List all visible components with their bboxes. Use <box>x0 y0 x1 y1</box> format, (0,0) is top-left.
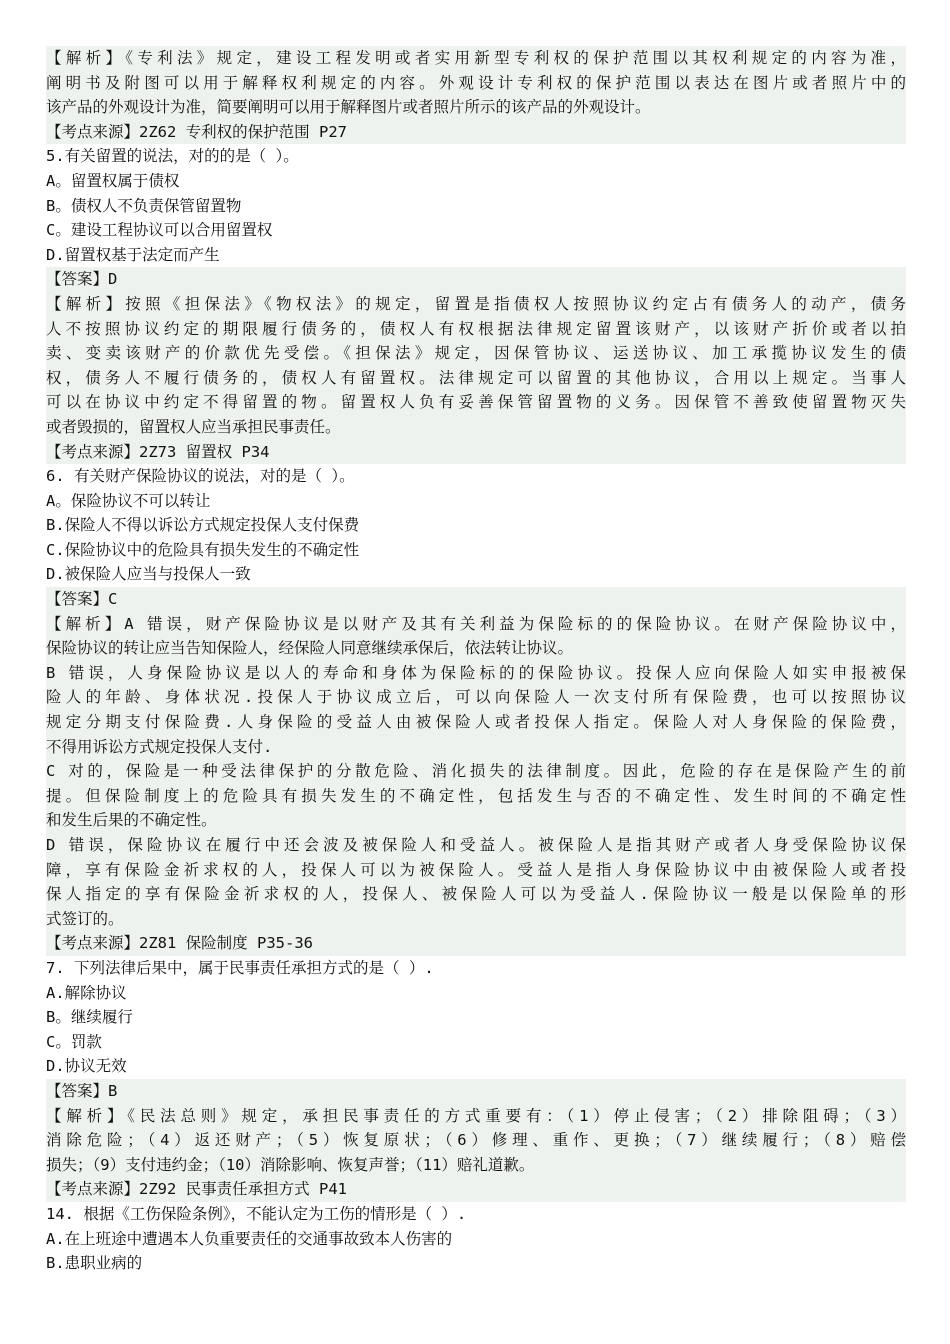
text-line: A。留置权属于债权 <box>46 171 180 190</box>
text-line: 和发生后果的不确定性。 <box>46 808 906 833</box>
text-line: 或者毁损的，留置权人应当承担民事责任。 <box>46 415 906 440</box>
text-line: 【答案】D <box>46 267 906 292</box>
text-line: 【考点来源】2Z62 专利权的保护范围 P27 <box>46 120 906 145</box>
text-line: 式签订的。 <box>46 907 906 932</box>
text-line: B。继续履行 <box>46 1008 133 1027</box>
text-line: 【考点来源】2Z81 保险制度 P35-36 <box>46 931 906 956</box>
text-line: 【答案】C <box>46 587 906 612</box>
text-line: 损失；（9）支付违约金；（10）消除影响、恢复声誉；（11）赔礼道歉。 <box>46 1153 906 1178</box>
text-line: D.被保险人应当与投保人一致 <box>46 565 251 584</box>
text-line: 【解析】按照《担保法》《物权法》的规定，留置是指债权人按照协议约定占有债务人的动产，债务 <box>46 292 906 317</box>
text-line: 卖、变卖该财产的价款优先受偿。《担保法》规定，因保管协议、运送协议、加工承揽协议发生的债 <box>46 341 906 366</box>
text-line: 阐明书及附图可以用于解释权利规定的内容。外观设计专利权的保护范围以表达在图片或者照片中的 <box>46 71 906 96</box>
text-line: 消除危险；（4）返还财产；（5）恢复原状；（6）修理、重作、更换；（7）继续履行；（8）赔偿 <box>46 1128 906 1153</box>
text-line: A.解除协议 <box>46 983 127 1002</box>
text-line: B.保险人不得以诉讼方式规定投保人支付保费 <box>46 516 360 535</box>
text-line: 保人指定的享有保险金祈求权的人，投保人、被保险人可以为受益人.保险协议一般是以保险单的形 <box>46 882 906 907</box>
text-line: D 错误，保险协议在履行中还会波及被保险人和受益人。被保险人是指其财产或者人身受保险协议保 <box>46 833 906 858</box>
text-line: 5.有关留置的说法，对的的是（ ）。 <box>46 147 299 166</box>
text-line: 【解析】《专利法》规定，建设工程发明或者实用新型专利权的保护范围以其权利规定的内容为准， <box>46 46 906 71</box>
text-line: B 错误，人身保险协议是以人的寿命和身体为保险标的的保险协议。投保人应向保险人如实申报被保 <box>46 661 906 686</box>
text-line: B。债权人不负责保管留置物 <box>46 196 242 215</box>
text-line: 规定分期支付保险费.人身保险的受益人由被保险人或者投保人指定。保险人对人身保险的保险费， <box>46 710 906 735</box>
text-line: A.在上班途中遭遇本人负重要责任的交通事故致本人伤害的 <box>46 1229 453 1248</box>
text-line: 提。但保险制度上的危险具有损失发生的不确定性，包括发生与否的不确定性、发生时间的不确定性 <box>46 784 906 809</box>
text-line: 14. 根据《工伤保险条例》，不能认定为工伤的情形是（ ）. <box>46 1204 467 1223</box>
text-line: D.协议无效 <box>46 1057 127 1076</box>
text-line: C。罚款 <box>46 1032 102 1051</box>
text-line: C 对的，保险是一种受法律保护的分散危险、消化损失的法律制度。因此，危险的存在是保险产生的前 <box>46 759 906 784</box>
text-line: 【解析】《民法总则》规定，承担民事责任的方式重要有：（1）停止侵害；（2）排除阻碍；（3） <box>46 1104 906 1129</box>
text-line: C.保险协议中的危险具有损失发生的不确定性 <box>46 540 360 559</box>
text-line: D.留置权基于法定而产生 <box>46 245 220 264</box>
text-line: 险人的年龄、身体状况.投保人于协议成立后，可以向保险人一次支付所有保险费，也可以按照协议 <box>46 685 906 710</box>
text-line: 权，债务人不履行债务的，债权人有留置权。法律规定可以留置的其他协议，合用以上规定。当事人 <box>46 366 906 391</box>
text-line: B.患职业病的 <box>46 1254 143 1273</box>
text-line: 人不按照协议约定的期限履行债务的，债权人有权根据法律规定留置该财产，以该财产折价或者以拍 <box>46 317 906 342</box>
text-line: A。保险协议不可以转让 <box>46 491 211 510</box>
text-line: 【考点来源】2Z92 民事责任承担方式 P41 <box>46 1177 906 1202</box>
text-line: 6. 有关财产保险协议的说法，对的是（ ）。 <box>46 467 355 486</box>
text-line: 保险协议的转让应当告知保险人，经保险人同意继续承保后，依法转让协议。 <box>46 636 906 661</box>
text-line: 不得用诉讼方式规定投保人支付. <box>46 735 906 760</box>
text-line: C。建设工程协议可以合用留置权 <box>46 221 273 240</box>
text-line: 障，享有保险金祈求权的人，投保人可以为被保险人。受益人是指人身保险协议中由被保险人或者投 <box>46 858 906 883</box>
text-line: 可以在协议中约定不得留置的物。留置权人负有妥善保管留置物的义务。因保管不善致使留置物灭失 <box>46 390 906 415</box>
text-line: 7. 下列法律后果中，属于民事责任承担方式的是（ ）. <box>46 958 434 977</box>
text-line: 【解析】A 错误，财产保险协议是以财产及其有关利益为保险标的的保险协议。在财产保险协议中， <box>46 612 906 637</box>
document-page <box>46 46 906 1276</box>
text-line: 【考点来源】2Z73 留置权 P34 <box>46 440 906 465</box>
text-line: 该产品的外观设计为准，简要阐明可以用于解释图片或者照片所示的该产品的外观设计。 <box>46 95 906 120</box>
text-line: 【答案】B <box>46 1079 906 1104</box>
